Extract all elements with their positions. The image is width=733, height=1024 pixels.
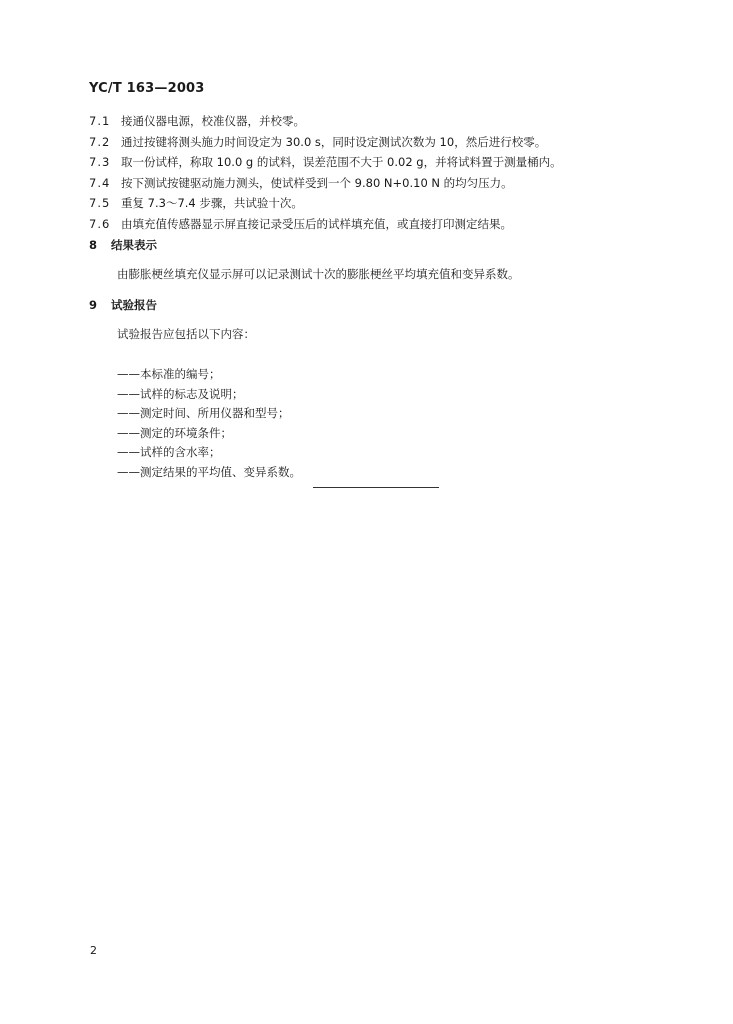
step-number: 7.1: [89, 114, 111, 128]
list-item: ——测定结果的平均值、变异系数。: [117, 464, 301, 479]
step-7-2: [89, 132, 649, 153]
step-text: 通过按键将测头施力时间设定为 30.0 s，同时设定测试次数为 10，然后进行校零。: [121, 134, 547, 149]
procedure-steps: [89, 111, 649, 234]
step-7-1: [89, 111, 649, 132]
step-number: 7.5: [89, 196, 111, 210]
step-text: 由填充值传感器显示屏直接记录受压后的试样填充值，或直接打印测定结果。: [121, 216, 512, 231]
list-item: ——测定时间、所用仪器和型号；: [117, 406, 290, 420]
step-7-3: [89, 152, 649, 173]
step-number: 7.4: [89, 175, 111, 190]
list-item: ——试样的含水率；: [117, 445, 221, 459]
step-text: 按下测试按键驱动施力测头，使试样受到一个 9.80 N+0.10 N 的均匀压力。: [121, 175, 513, 190]
section-number: 9: [89, 298, 98, 312]
standard-code: YC/T 163—2003: [89, 81, 205, 96]
step-text: 取一份试样，称取 10.0 g 的试料，误差范围不大于 0.02 g，并将试料置于测量桶内。: [121, 155, 562, 169]
list-item: ——测定的环境条件；: [117, 425, 232, 440]
step-text: 接通仪器电源，校准仪器，并校零。: [121, 114, 305, 128]
step-number: 7.3: [89, 155, 111, 169]
step-number: 7.6: [89, 216, 111, 231]
section-number: 8: [89, 238, 98, 252]
section-9-heading: [89, 297, 157, 313]
report-items-list: [117, 365, 301, 482]
section-title: 结果表示: [111, 238, 157, 252]
step-text: 重复 7.3～7.4 步骤，共试验十次。: [121, 196, 303, 210]
list-item: ——本标准的编号；: [117, 367, 221, 381]
step-7-5: [89, 193, 649, 214]
page-number: 2: [90, 944, 97, 957]
step-7-4: [89, 173, 649, 194]
step-number: 7.2: [89, 134, 111, 149]
section-title: 试验报告: [111, 298, 157, 312]
section-8-heading: [89, 237, 157, 253]
list-item: ——试样的标志及说明；: [117, 386, 244, 401]
end-of-document-rule: [313, 487, 439, 488]
step-7-6: [89, 214, 649, 235]
section-8-body: 由膨胀梗丝填充仪显示屏可以记录测试十次的膨胀梗丝平均填充值和变异系数。: [117, 267, 520, 281]
section-9-intro: 试验报告应包括以下内容：: [117, 327, 255, 341]
